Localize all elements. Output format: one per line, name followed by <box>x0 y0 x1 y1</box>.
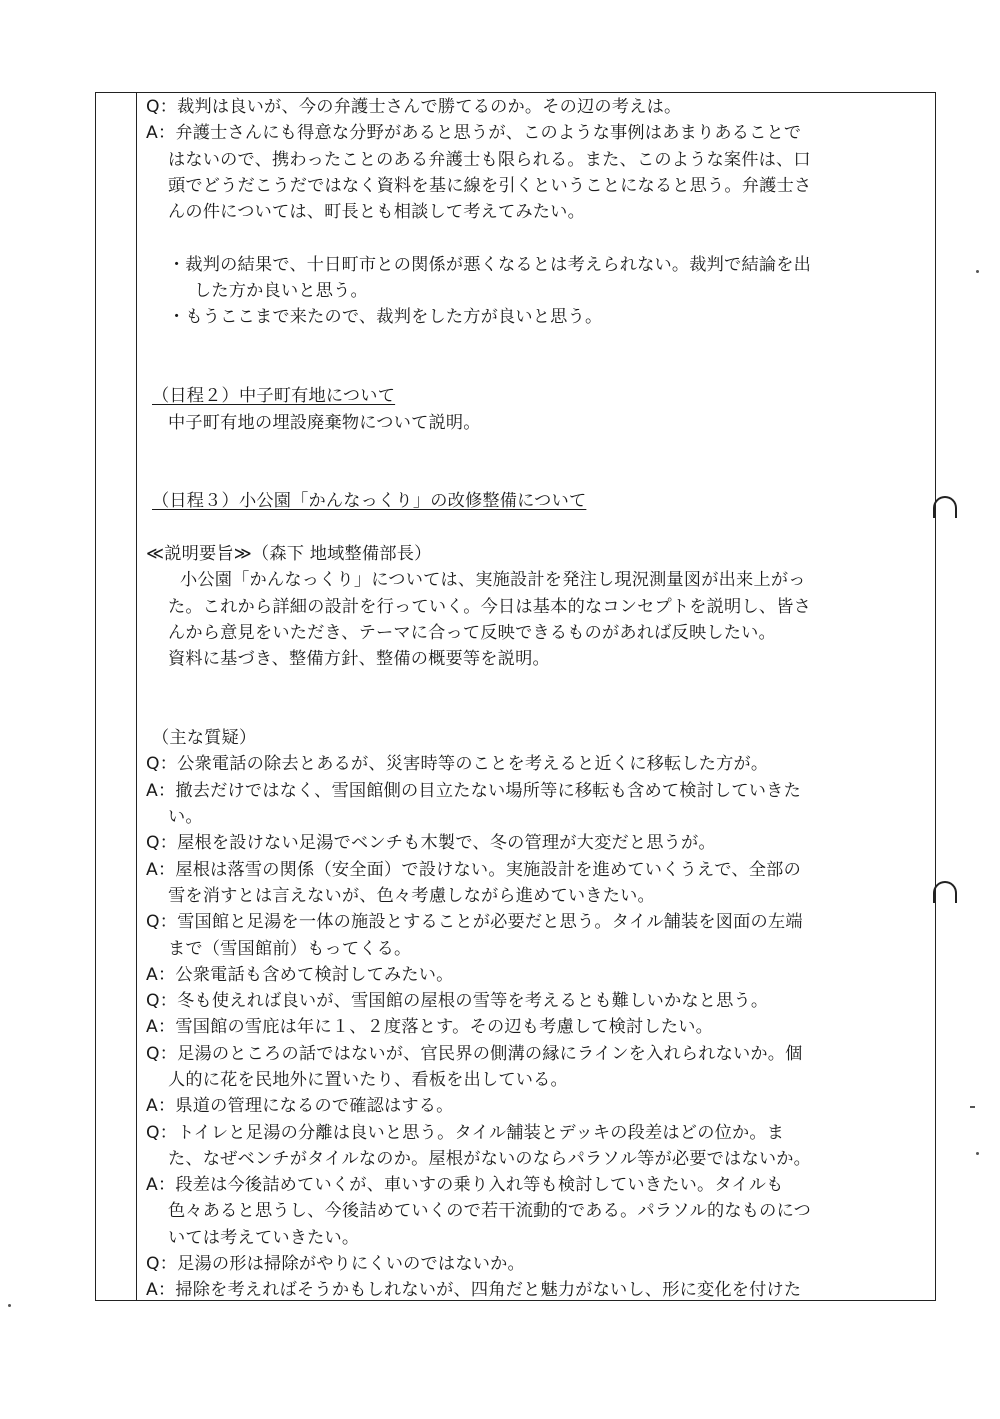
text-line: 中子町有地の埋設廃棄物について説明。 <box>168 412 481 433</box>
text-line: んの件については、町長とも相談して考えてみたい。 <box>168 202 585 223</box>
text-line: た。これから詳細の設計を行っていく。今日は基本的なコンセプトを説明し、皆さ <box>168 596 811 617</box>
text-line: た、なぜベンチがタイルなのか。屋根がないのならパラソル等が必要ではないか。 <box>168 1148 811 1169</box>
minutes-content <box>146 94 924 1304</box>
text-line: 雪を消すとは言えないが、色々考慮しながら進めていきたい。 <box>168 885 655 906</box>
scan-speck <box>976 270 979 273</box>
text-line: 資料に基づき、整備方針、整備の概要等を説明。 <box>168 649 550 670</box>
bullet-item: ・裁判の結果で、十日町市との関係が悪くなるとは考えられない。裁判で結論を出 <box>168 254 811 275</box>
column-divider <box>136 92 137 1301</box>
explanation-heading: ≪説明要旨≫（森下 地域整備部長） <box>146 544 432 565</box>
qa-heading: （主な質疑） <box>152 728 257 749</box>
text-line: い。 <box>168 807 203 828</box>
text-line: 色々あると思うし、今後詰めていくので若干流動的である。パラソル的なものにつ <box>168 1201 811 1222</box>
scan-speck <box>970 1106 975 1108</box>
bullet-item: ・もうここまで来たので、裁判をした方が良いと思う。 <box>168 307 603 328</box>
section-heading-schedule-3: （日程３）小公園「かんなっくり」の改修整備について <box>152 491 587 512</box>
answer-line: A：撤去だけではなく、雪国館側の目立たない場所等に移転も含めて検討していきた <box>146 780 801 801</box>
question-line: Q：屋根を設けない足湯でベンチも木製で、冬の管理が大変だと思うが。 <box>146 833 716 854</box>
answer-line: A：雪国館の雪庇は年に１、２度落とす。その辺も考慮して検討したい。 <box>146 1017 713 1038</box>
question-line: Q：トイレと足湯の分離は良いと思う。タイル舗装とデッキの段差はどの位か。ま <box>146 1122 785 1143</box>
scan-speck <box>8 1304 11 1307</box>
question-line: Q：足湯のところの話ではないが、官民界の側溝の縁にラインを入れられないか。個 <box>146 1043 803 1064</box>
section-heading-schedule-2: （日程２）中子町有地について <box>152 386 396 407</box>
text-line: んから意見をいただき、テーマに合って反映できるものがあれば反映したい。 <box>168 622 776 643</box>
question-line: Q：公衆電話の除去とあるが、災害時等のことを考えると近くに移転した方が。 <box>146 754 769 775</box>
text-line: はないので、携わったことのある弁護士も限られる。また、このような案件は、口 <box>168 149 811 170</box>
question-line: Q：足湯の形は掃除がやりにくいのではないか。 <box>146 1254 525 1275</box>
binder-hole-mark <box>933 881 957 903</box>
answer-line: A：県道の管理になるので確認はする。 <box>146 1096 454 1117</box>
scan-speck <box>976 1152 979 1155</box>
text-line: Q：裁判は良いが、今の弁護士さんで勝てるのか。その辺の考えは。 <box>146 97 682 117</box>
text-line: A：弁護士さんにも得意な分野があると思うが、このような事例はあまりあることで <box>146 123 802 144</box>
answer-line: A：公衆電話も含めて検討してみたい。 <box>146 964 454 985</box>
answer-line: A：段差は今後詰めていくが、車いすの乗り入れ等も検討していきたい。タイルも <box>146 1175 784 1196</box>
answer-line: A：掃除を考えればそうかもしれないが、四角だと魅力がないし、形に変化を付けた <box>146 1280 802 1301</box>
text-line: いては考えていきたい。 <box>168 1227 360 1248</box>
binder-hole-mark <box>933 496 957 518</box>
text-line: 頭でどうだこうだではなく資料を基に線を引くということになると思う。弁護士さ <box>168 175 812 196</box>
text-line: まで（雪国館前）もってくる。 <box>168 938 412 959</box>
answer-line: A：屋根は落雪の関係（安全面）で設けない。実施設計を進めていくうえで、全部の <box>146 859 801 880</box>
question-line: Q：冬も使えれば良いが、雪国館の屋根の雪等を考えるとも難しいかなと思う。 <box>146 991 769 1012</box>
text-line: 人的に花を民地外に置いたり、看板を出している。 <box>168 1069 568 1090</box>
text-line: 小公園「かんなっくり」については、実施設計を発注し現況測量図が出来上がっ <box>180 570 806 591</box>
question-line: Q：雪国館と足湯を一体の施設とすることが必要だと思う。タイル舗装を図面の左端 <box>146 912 803 933</box>
text-line: した方か良いと思う。 <box>194 281 368 302</box>
